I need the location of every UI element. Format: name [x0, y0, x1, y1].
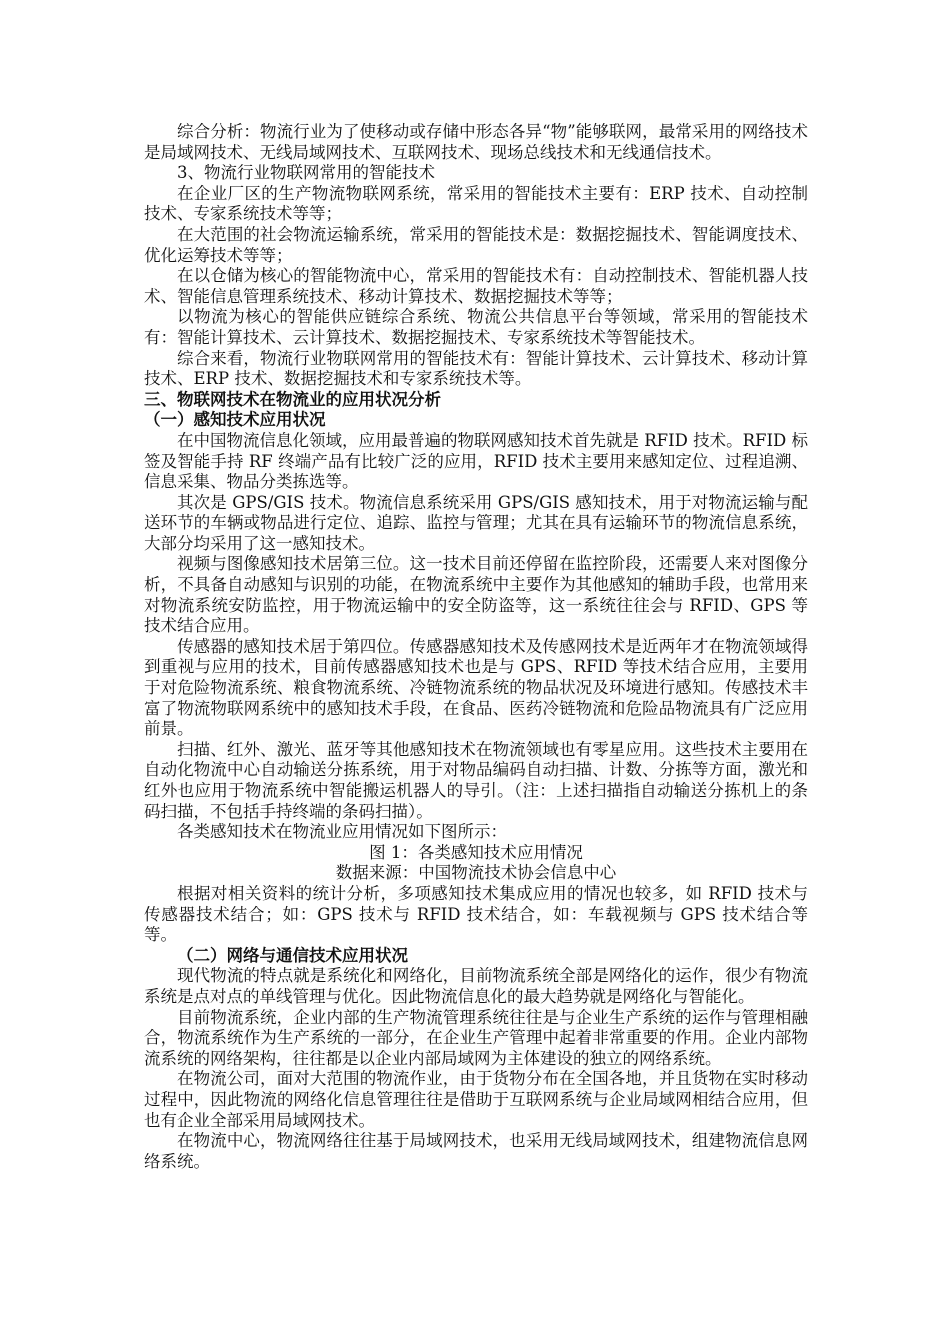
paragraph-gps-gis: 其次是 GPS/GIS 技术。物流信息系统采用 GPS/GIS 感知技术，用于对物流运输与配送环节的车辆或物品进行定位、追踪、监控与管理；尤其在具有运输环节的物流信息系统，大部分均采用了这一感知技术。 — [144, 492, 808, 553]
paragraph-social-transport: 在大范围的社会物流运输系统，常采用的智能技术是：数据挖掘技术、智能调度技术、优化运筹技术等等； — [144, 224, 808, 265]
paragraph-supply-chain: 以物流为核心的智能供应链综合系统、物流公共信息平台等领域，常采用的智能技术有：智能计算技术、云计算技术、数据挖掘技术、专家系统技术等智能技术。 — [144, 307, 808, 347]
paragraph-logistics-company: 在物流公司，面对大范围的物流作业，由于货物分布在全国各地，并且货物在实时移动过程中，因此物流的网络化信息管理往往是借助于互联网系统与企业局域网相结合应用，但也有企业全部采用局域网技术。 — [144, 1069, 808, 1130]
paragraph-rfid: 在中国物流信息化领域，应用最普遍的物联网感知技术首先就是 RFID 技术。RFID 标签及智能手持 RF 终端产品有比较广泛的应用，RFID 技术主要用来感知定位、过程追溯、信息采集、物品分类拣选等。 — [144, 430, 808, 492]
document-page — [144, 122, 808, 1172]
section-heading-sensing-tech: （一）感知技术应用状况 — [144, 410, 326, 430]
subsection-title-intelligent-tech: 3、物流行业物联网常用的智能技术 — [177, 163, 435, 183]
paragraph-scan-infrared: 扫描、红外、激光、蓝牙等其他感知技术在物流领域也有零星应用。这些技术主要用在自动化物流中心自动输送分拣系统，用于对物品编码自动扫描、计数、分拣等方面，激光和红外也应用于物流系统中智能搬运机器人的导引。（注：上述扫描指自动输送分拣机上的条码扫描，不包括手持终端的条码扫描）。 — [144, 739, 808, 821]
section-heading-application-analysis: 三、物联网技术在物流业的应用状况分析 — [144, 389, 441, 409]
figure-caption: 图 1：各类感知技术应用情况 — [369, 842, 583, 862]
paragraph-integration: 根据对相关资料的统计分析，多项感知技术集成应用的情况也较多，如 RFID 技术与传感器技术结合；如：GPS 技术与 RFID 技术结合，如：车载视频与 GPS 技术结合等等。 — [144, 883, 808, 945]
paragraph-enterprise-internal: 目前物流系统，企业内部的生产物流管理系统往往是与企业生产系统的运作与管理相融合，物流系统作为生产系统的一部分，在企业生产管理中起着非常重要的作用。企业内部物流系统的网络架构，往往都是以企业内部局域网为主体建设的独立的网络系统。 — [144, 1007, 808, 1068]
paragraph-logistics-center: 在以仓储为核心的智能物流中心，常采用的智能技术有：自动控制技术、智能机器人技术、智能信息管理系统技术、移动计算技术、数据挖掘技术等等； — [144, 266, 808, 306]
paragraph-summary-network: 综合分析：物流行业为了使移动或存储中形态各异“物”能够联网，最常采用的网络技术是局域网技术、无线局域网技术、互联网技术、现场总线技术和无线通信技术。 — [144, 122, 808, 162]
paragraph-summary-intelligent: 综合来看，物流行业物联网常用的智能技术有：智能计算技术、云计算技术、移动计算技术、ERP 技术、数据挖掘技术和专家系统技术等。 — [144, 348, 808, 389]
paragraph-factory-logistics: 在企业厂区的生产物流物联网系统，常采用的智能技术主要有：ERP 技术、自动控制技术、专家系统技术等等； — [144, 183, 808, 224]
paragraph-video-image: 视频与图像感知技术居第三位。这一技术目前还停留在监控阶段，还需要人来对图像分析，不具备自动感知与识别的功能，在物流系统中主要作为其他感知的辅助手段，也常用来对物流系统安防监控，用于物流运输中的安全防盗等，这一系统往往会与 RFID、GPS 等技术结合应用。 — [144, 554, 808, 636]
section-heading-network-comm: （二）网络与通信技术应用状况 — [177, 945, 408, 965]
paragraph-logistics-center-network: 在物流中心，物流网络往往基于局域网技术，也采用无线局域网技术，组建物流信息网络系统。 — [144, 1131, 808, 1171]
figure-source: 数据来源：中国物流技术协会信息中心 — [335, 863, 617, 883]
paragraph-sensor: 传感器的感知技术居于第四位。传感器感知技术及传感网技术是近两年才在物流领域得到重视与应用的技术，目前传感器感知技术也是与 GPS、RFID 等技术结合应用，主要用于对危险物流系统、粮食物流系统、冷链物流系统的物品状况及环境进行感知。传感技术丰富了物流物联网系统中的感知技术手段，在食品、医药冷链物流和危险品物流具有广泛应用前景。 — [144, 636, 808, 739]
paragraph-figure-intro: 各类感知技术在物流业应用情况如下图所示： — [177, 822, 507, 842]
paragraph-modern-logistics: 现代物流的特点就是系统化和网络化，目前物流系统全部是网络化的运作，很少有物流系统是点对点的单线管理与优化。因此物流信息化的最大趋势就是网络化与智能化。 — [144, 966, 808, 1006]
